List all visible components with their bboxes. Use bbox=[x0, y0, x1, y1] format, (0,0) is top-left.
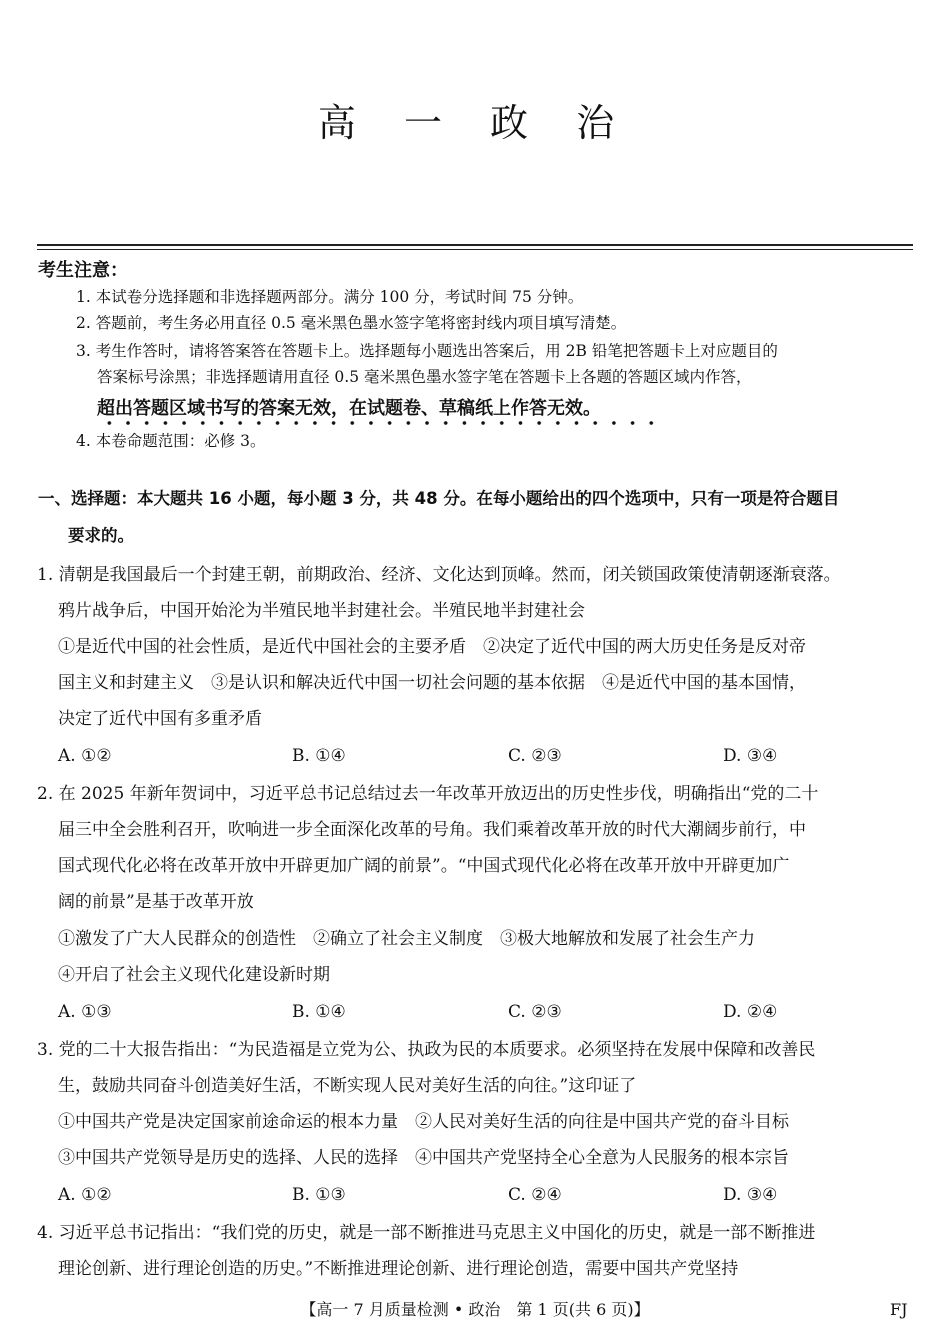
notice-warning: 超出答题区域书写的答案无效，在试题卷、草稿纸上作答无效。 bbox=[97, 398, 601, 419]
notice-item-1: 1. 本试卷分选择题和非选择题两部分。满分 100 分，考试时间 75 分钟。 bbox=[76, 288, 584, 306]
page-title: 高 一 政 治 bbox=[317, 101, 633, 145]
question-2-line: 2. 在 2025 年新年贺词中，习近平总书记总结过去一年改革开放迈出的历史性步伐，明确指出“党的二十 bbox=[37, 784, 819, 804]
notice-item-3: 3. 考生作答时，请将答案答在答题卡上。选择题每小题选出答案后，用 2B 铅笔把答题卡上对应题目的 bbox=[76, 342, 778, 360]
notice-item-3-cont: 答案标号涂黑；非选择题请用直径 0.5 毫米黑色墨水签字笔在答题卡上各题的答题区域内作答， bbox=[97, 368, 752, 386]
question-2-line: ①激发了广大人民群众的创造性 ②确立了社会主义制度 ③极大地解放和发展了社会生产力 bbox=[58, 929, 755, 949]
question-3-option-c[interactable]: C. ②④ bbox=[508, 1185, 562, 1205]
question-3-line: 3. 党的二十大报告指出：“为民造福是立党为公、执政为民的本质要求。必须坚持在发展中保障和改善民 bbox=[37, 1040, 816, 1060]
question-3-line: ③中国共产党领导是历史的选择、人民的选择 ④中国共产党坚持全心全意为人民服务的根本宗旨 bbox=[58, 1148, 789, 1168]
question-4-line: 4. 习近平总书记指出：“我们党的历史，就是一部不断推进马克思主义中国化的历史，就是一部不断推进 bbox=[37, 1223, 816, 1243]
question-2-option-c[interactable]: C. ②③ bbox=[508, 1002, 562, 1022]
question-2-option-d[interactable]: D. ②④ bbox=[723, 1002, 778, 1022]
page-footer: 【高一 7 月质量检测 • 政治 第 1 页(共 6 页)】 bbox=[300, 1300, 650, 1319]
footer-code: FJ bbox=[890, 1300, 908, 1319]
section-heading-cont: 要求的。 bbox=[68, 526, 134, 545]
question-1-line: 决定了近代中国有多重矛盾 bbox=[58, 709, 262, 729]
question-3-option-b[interactable]: B. ①③ bbox=[292, 1185, 346, 1205]
question-3-option-d[interactable]: D. ③④ bbox=[723, 1185, 778, 1205]
question-1-line: 国主义和封建主义 ③是认识和解决近代中国一切社会问题的基本依据 ④是近代中国的基本国情， bbox=[58, 673, 806, 693]
question-2-option-a[interactable]: A. ①③ bbox=[58, 1002, 112, 1022]
question-1-option-d[interactable]: D. ③④ bbox=[723, 746, 778, 766]
question-3-option-a[interactable]: A. ①② bbox=[58, 1185, 112, 1205]
header-rule-thin bbox=[37, 249, 913, 250]
section-heading: 一、选择题：本大题共 16 小题，每小题 3 分，共 48 分。在每小题给出的四个选项中，只有一项是符合题目 bbox=[38, 489, 840, 508]
emphasis-dots bbox=[100, 420, 660, 426]
question-1-line: 1. 清朝是我国最后一个封建王朝，前期政治、经济、文化达到顶峰。然而，闭关锁国政策使清朝逐渐衰落。 bbox=[37, 565, 841, 585]
question-2-line: ④开启了社会主义现代化建设新时期 bbox=[58, 965, 330, 985]
question-3-line: ①中国共产党是决定国家前途命运的根本力量 ②人民对美好生活的向往是中国共产党的奋斗目标 bbox=[58, 1112, 789, 1132]
question-1-option-c[interactable]: C. ②③ bbox=[508, 746, 562, 766]
question-2-line: 阔的前景”是基于改革开放 bbox=[58, 892, 254, 912]
question-2-option-b[interactable]: B. ①④ bbox=[292, 1002, 346, 1022]
question-2-line: 届三中全会胜利召开，吹响进一步全面深化改革的号角。我们乘着改革开放的时代大潮阔步前行，中 bbox=[58, 820, 806, 840]
question-1-option-b[interactable]: B. ①④ bbox=[292, 746, 346, 766]
question-1-line: ①是近代中国的社会性质，是近代中国社会的主要矛盾 ②决定了近代中国的两大历史任务是反对帝 bbox=[58, 637, 806, 657]
question-2-line: 国式现代化必将在改革开放中开辟更加广阔的前景”。“中国式现代化必将在改革开放中开辟更加广 bbox=[58, 856, 790, 876]
notice-heading: 考生注意： bbox=[38, 260, 128, 281]
question-1-option-a[interactable]: A. ①② bbox=[58, 746, 112, 766]
question-4-line: 理论创新、进行理论创造的历史。”不断推进理论创新、进行理论创造，需要中国共产党坚持 bbox=[58, 1259, 739, 1279]
question-1-line: 鸦片战争后，中国开始沦为半殖民地半封建社会。半殖民地半封建社会 bbox=[58, 601, 585, 621]
question-3-line: 生，鼓励共同奋斗创造美好生活，不断实现人民对美好生活的向往。”这印证了 bbox=[58, 1076, 637, 1096]
notice-item-2: 2. 答题前，考生务必用直径 0.5 毫米黑色墨水签字笔将密封线内项目填写清楚。 bbox=[76, 314, 627, 332]
header-rule-thick bbox=[37, 244, 913, 246]
notice-item-4: 4. 本卷命题范围：必修 3。 bbox=[76, 432, 266, 450]
